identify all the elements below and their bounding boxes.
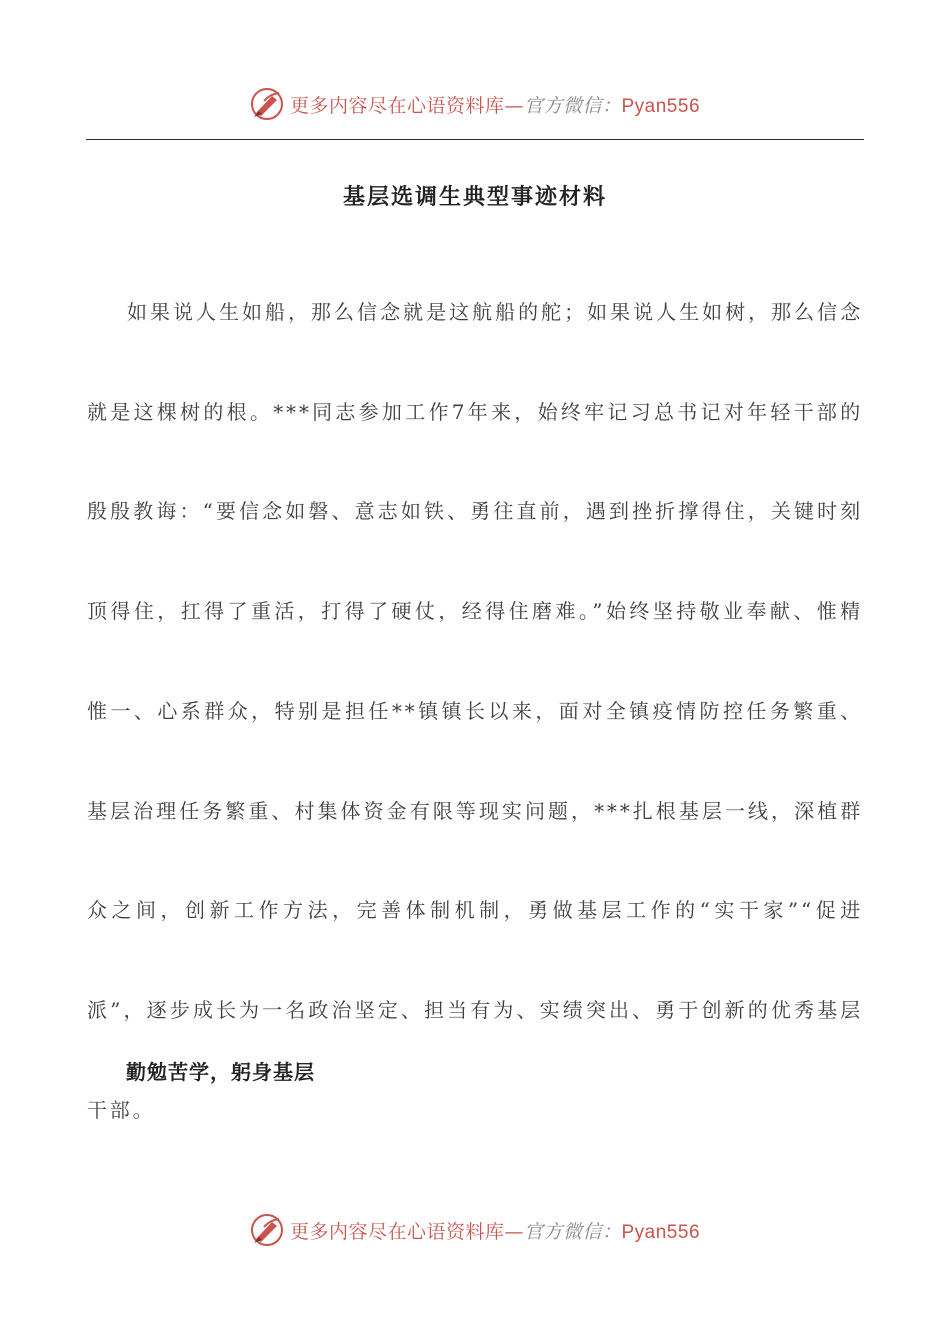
header-banner-text	[290, 91, 700, 118]
footer-wechat-id: Pyan556	[621, 1221, 701, 1243]
header-brand-text: 更多内容尽在心语资料库	[289, 94, 505, 117]
header-wechat-label: 官方微信：	[523, 94, 622, 117]
header-banner-content	[250, 87, 700, 121]
footer-banner-content	[250, 1213, 700, 1247]
pen-nib-logo-icon	[250, 1213, 284, 1247]
footer-brand-text: 更多内容尽在心语资料库	[289, 1220, 505, 1243]
header-divider	[86, 139, 864, 140]
footer-banner	[0, 1208, 950, 1252]
section-heading: 勤勉苦学，躬身基层	[126, 1060, 315, 1084]
header-wechat-id: Pyan556	[621, 95, 701, 117]
footer-separator: —	[504, 1220, 524, 1243]
body-paragraph: 如果说人生如船，那么信念就是这航船的舵；如果说人生如树，那么信念就是这棵树的根。***同志参加工作7年来，始终牢记习总书记对年轻干部的殷殷教诲：“要信念如磐、意志如铁、勇往直前，遇到挫折撑得住，关键时刻顶得住，扛得了重活，打得了硬仗，经得住磨难。”始终坚持敬业奉献、惟精惟一、心系群众，特别是担任**镇镇长以来，面对全镇疫情防控任务繁重、基层治理任务繁重、村集体资金有限等现实问题，***扎根基层一线，深植群众之间，创新工作方法，完善体制机制，勇做基层工作的“实干家”“促进派”，逐步成长为一名政治坚定、担当有为、实绩突出、勇于创新的优秀基层干部。	[87, 300, 863, 1122]
footer-banner-text	[290, 1217, 700, 1244]
header-separator: —	[504, 94, 524, 117]
document-title: 基层选调生典型事迹材料	[342, 184, 607, 210]
pen-nib-logo-icon	[250, 87, 284, 121]
footer-wechat-label: 官方微信：	[523, 1220, 622, 1243]
header-banner	[0, 82, 950, 126]
